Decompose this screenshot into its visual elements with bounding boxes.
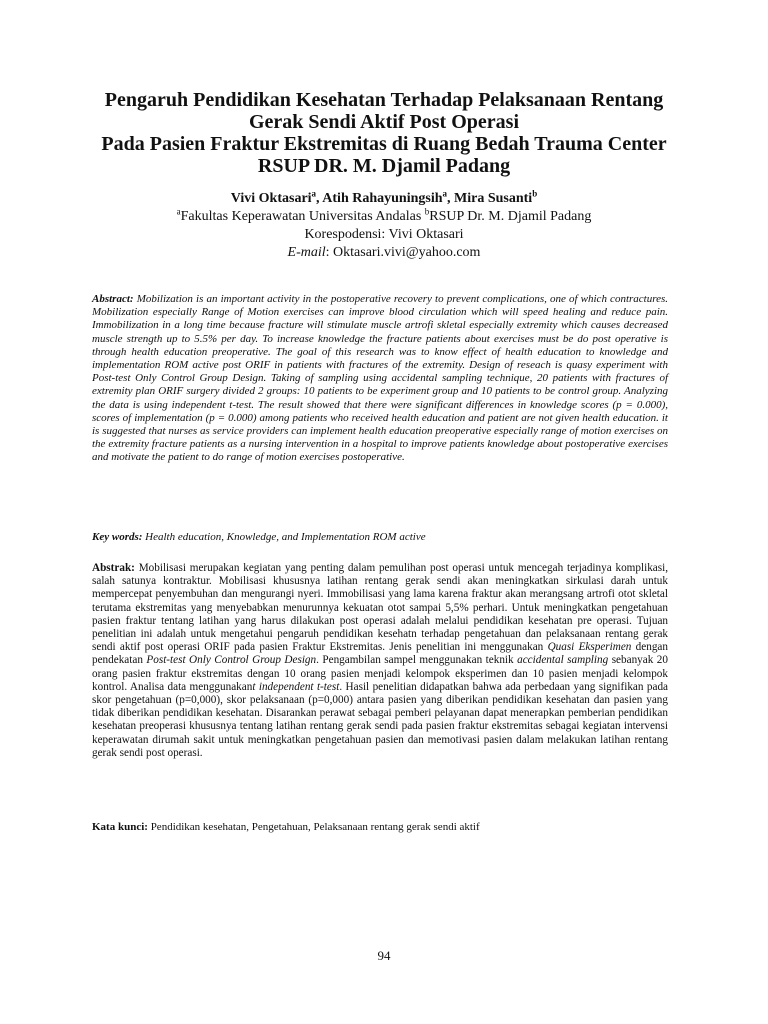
affiliation-mark: a — [311, 188, 317, 199]
kata-kunci-text: Pendidikan kesehatan, Pengetahuan, Pelaksanaan rentang gerak sendi aktif — [150, 821, 480, 833]
author-name: Vivi Oktasari — [230, 191, 312, 206]
author-name: Mira Susanti — [454, 191, 533, 206]
affiliation-mark: b — [532, 188, 538, 199]
affiliation-b: RSUP Dr. M. Djamil Padang — [429, 209, 592, 224]
kata-kunci-label: Kata kunci: — [92, 821, 148, 833]
correspondence: Korespodensi: Vivi Oktasari — [304, 227, 464, 242]
abstrak-italic-term: accidental sampling — [517, 654, 609, 667]
abstrak-italic-term: Post-test Only Control Group Design — [146, 654, 317, 667]
affiliation-a: Fakultas Keperawatan Universitas Andalas — [180, 209, 422, 224]
email-label: E-mail — [287, 245, 326, 260]
abstrak-text: dengan pendekatan — [92, 641, 668, 667]
abstrak-italic-term: t independent t-test — [252, 680, 340, 693]
affiliation-mark: a — [176, 206, 181, 217]
title-line: Gerak Sendi Aktif Post Operasi — [248, 111, 519, 133]
abstract-english — [92, 293, 668, 465]
abstrak-text: . Hasil penelitian didapatkan bahwa ada perbedaan yang signifikan pada skor pengetahuan (p=0,000), skor pelaksanaan (p=0,000) antara pasien yang diberikan pendidikan kesehatan dan pasien yang tidak diberikan pendidikan kesehatan. Disarankan perawat sebagai pemberi pelayanan dapat menerapkan pemberian pendidikan kesehatan preoperasi khususnya tentang latihan rentang gerak sendi pada pasien fraktur ekstremitas sebagai kegiatan intervensi keperawatan dirumah sakit untuk meningkatkan pengetahuan pasien dan memotivasi pasien dalam melakukan latihan rentang gerak sendi post operasi. — [92, 680, 669, 759]
affiliation-mark: a — [442, 188, 447, 199]
abstract-indonesian — [92, 562, 668, 760]
abstrak-text: . Pengambilan sampel menggunakan teknik — [316, 654, 518, 667]
title-line: Pengaruh Pendidikan Kesehatan Terhadap Pelaksanaan Rentang — [104, 89, 664, 111]
affiliations — [80, 208, 688, 226]
author-block — [80, 190, 688, 262]
page-number: 94 — [377, 948, 391, 963]
title-line: Pada Pasien Fraktur Ekstremitas di Ruang Bedah Trauma Center — [101, 133, 667, 155]
abstract-text: Mobilization is an important activity in the postoperative recovery to prevent complications, one of which contractures. Mobilization especially Range of Motion exercises can improve blood circulation which will speed healing and reduce pain. Immobilization in a long time because fracture will stimulate muscle artrofi skletal especially extremity which causes decreased muscle strength up to 5.5% per day. To increase knowledge the fracture patients about exercises must be do post operative is through health education preoperative. The goal of this research was to know effect of health education to knowledge and implementation ROM active post ORIF in patients with fractures of the extremity. Design of reseach is quasy experiment with Post-test Only Control Group Design. Taking of sampling using accidental sampling technique, 20 patients with fractures of extremity plan ORIF surgery divided 2 groups: 10 patients to be experiment group and 10 patients to be control group. Analyzing the data is using independent t-test. The result showed that there were significant differences in knowledge scores (p = 0.000), scores of implementation (p = 0.000) among patients who received health education and patient are not given health education. it is suggested that nurses as service providers can implement health education preoperative especially range of motion exercises on the extremity fracture patients as a nursing intervention in a hospital to improve patients knowledge about postoperative exercises and motivate the patient to do range of motion exercises postoperative. — [92, 293, 669, 464]
title-line: RSUP DR. M. Djamil Padang — [257, 155, 511, 177]
email-line: E-mail: Oktasari.vivi@yahoo.com — [287, 245, 481, 260]
abstrak-text: sebanyak 20 orang pasien fraktur ekstremitas dengan 10 orang pasien menjadi kelompok eksperimen dan 10 pasien menjadi kelompok kontrol. Analisa data menggunakan — [92, 654, 668, 693]
paper-title — [80, 89, 688, 177]
abstract-label: Abstract: — [92, 293, 134, 305]
abstrak-label: Abstrak: — [92, 562, 135, 574]
email-address[interactable]: Oktasari.vivi@yahoo.com — [333, 245, 481, 260]
author-names: Vivi Oktasari$^a$, Atih Rahayuningsih$^a$, Mira Susanti$^b$ — [230, 188, 538, 206]
author-name: Atih Rahayuningsih — [322, 191, 443, 206]
keywords-label: Key words: — [92, 531, 143, 543]
abstrak-text: Mobilisasi merupakan kegiatan yang penting dalam pemulihan post operasi untuk mencegah terjadinya komplikasi, salah satunya kontraktur. Mobilisasi khususnya latihan rentang gerak sendi akan meningkatkan sirkulasi darah untuk mempercepat penyembuhan dan mengurangi nyeri. Immobilisasi yang lama karena fraktur akan merangsang artrofi otot skletal terutama ekstremitas yang menyebabkan menurunnya kekuatan otot sampai 5,5% perhari. Untuk meningkatkan pengetahuan pasien fraktur tentang latihan yang harus dilakukan post operasi adalah melalui pendidikan kesehatan pre operasi. Tujuan penelitian ini adalah untuk mengetahui pengaruh pendidikan kesehatn terhadap pengetahuan dan pelaksanaan rentang gerak sendi aktif post operasi ORIF pada pasien Fraktur Ekstremitas. Jenis penelitian ini menggunakan — [92, 562, 669, 654]
keywords-text: Health education, Knowledge, and Implementation ROM active — [145, 531, 426, 543]
keywords-english — [92, 531, 668, 544]
affiliation-mark: b — [424, 206, 430, 217]
abstrak-italic-term: Quasi Eksperimen — [547, 641, 632, 654]
keywords-indonesian — [92, 821, 668, 834]
